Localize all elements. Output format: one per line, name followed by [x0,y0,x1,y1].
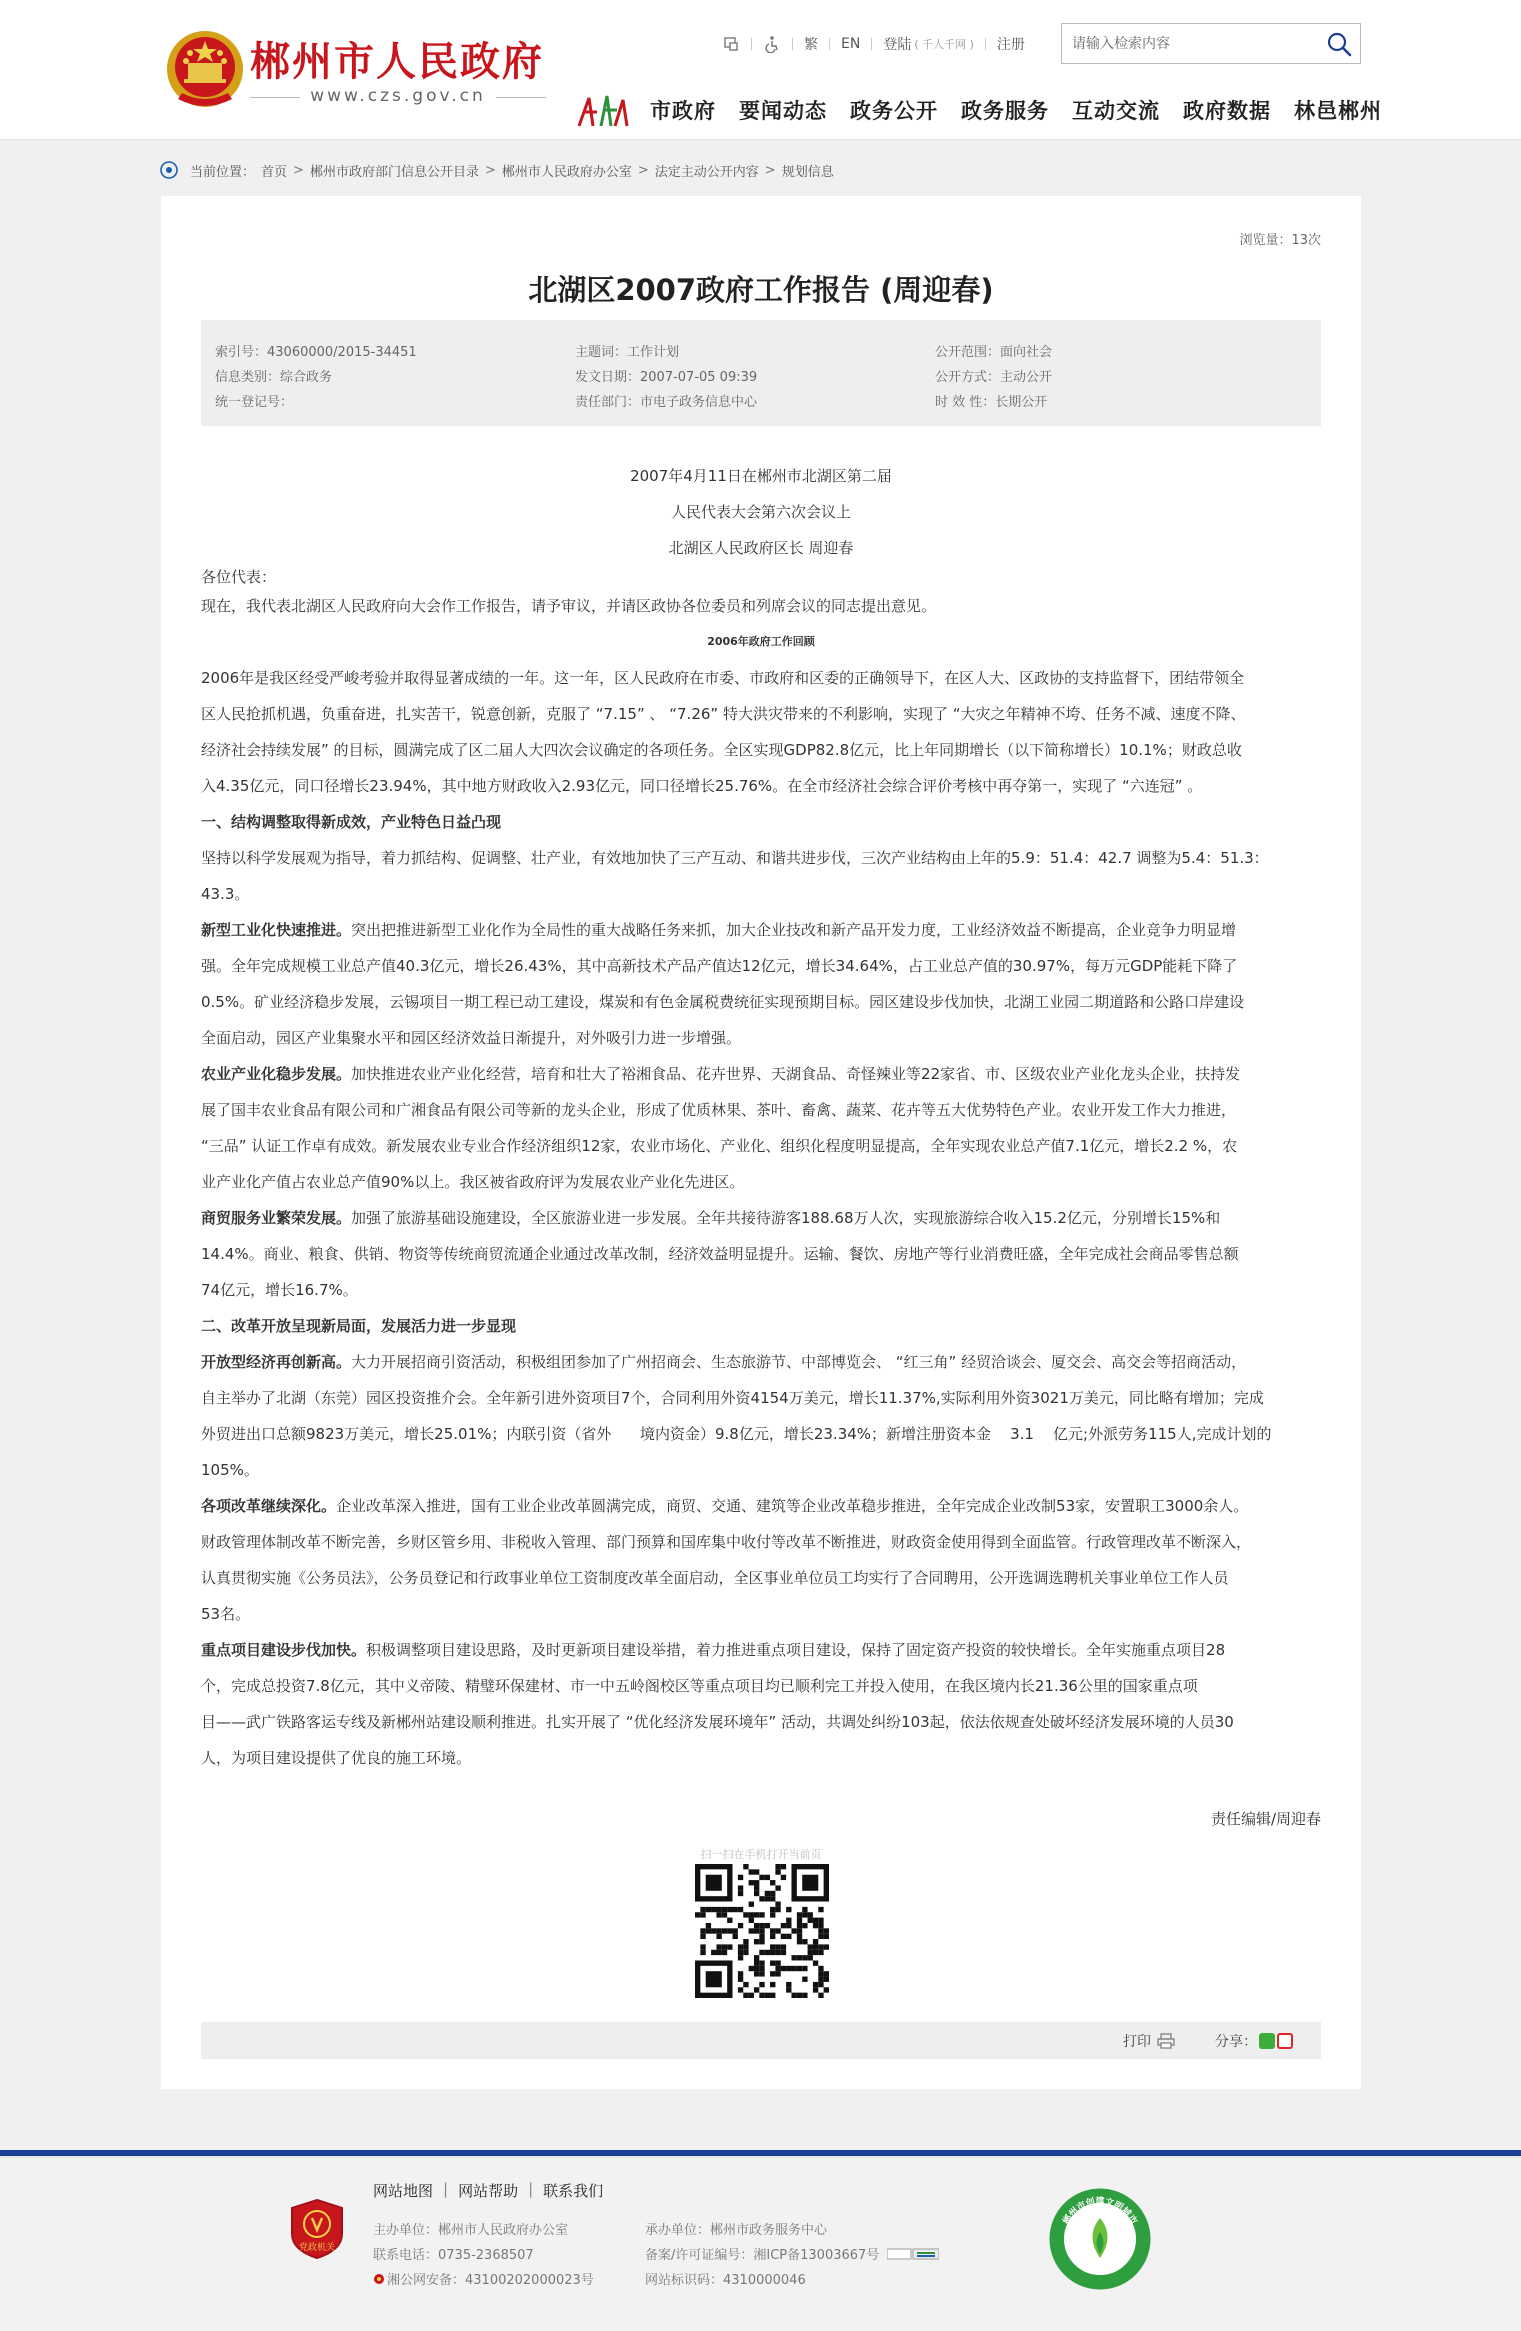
paragraph-line: 业产业化产值占农业总产值90%以上。我区被省政府评为发展农业产业化先进区。 [201,1173,745,1191]
paragraph-line: 入4.35亿元，同口径增长23.94%，其中地方财政收入2.93亿元，同口径增长25.76%。在全市经济社会综合评价考核中再夺第一，实现了 “六连冠” 。 [201,777,1203,795]
paragraph-line [201,1200,1321,1236]
footer-operator: 承办单位：郴州市政务服务中心 [645,2223,828,2238]
paragraph-line: 74亿元，增长16.7%。 [201,1281,358,1299]
paragraph-line: 14.4%。商业、粮食、供销、物资等传统商贸流通企业通过改革改制，经济效益明显提升。运输、餐饮、房地产等行业消费旺盛，全年完成社会商品零售总额 [201,1245,1239,1263]
search-icon[interactable] [1326,31,1352,57]
paragraph-line [201,912,1321,948]
weibo-icon[interactable] [1277,2033,1293,2049]
heading-structure: 一、结构调整取得新成效，产业特色日益凸现 [201,813,502,831]
svg-text:党政机关: 党政机关 [298,2243,336,2253]
meta-date: 发文日期：2007-07-05 09:39 [575,370,758,385]
national-emblem-icon[interactable] [160,27,250,113]
paragraph-line: 2006年是我区经受严峻考验并取得显著成绩的一年。这一年，区人民政府在市委、市政府和区委的正确领导下，在区人大、区政协的支持监督下，团结带领全 [201,669,1245,687]
print-button[interactable] [1123,2031,1175,2051]
breadcrumb-label: 当前位置： [190,164,256,180]
icp-badge-icon [887,2248,939,2260]
share-label: 分享： [1215,2034,1257,2050]
paragraph-lead: 开放型经济再创新高。 [201,1353,352,1371]
site-url: www.czs.gov.cn [250,86,546,106]
meta-topic: 主题词：工作计划 [575,345,680,360]
meta-mode: 公开方式：主动公开 [935,370,1053,385]
paragraph-line: 财政管理体制改革不断完善，乡财区管乡用、非税收入管理、部门预算和国库集中收付等改革不断推进，财政资金使用得到全面监管。行政管理改革不断深入， [201,1533,1252,1551]
intro-line: 2007年4月11日在郴州市北湖区第二届 [630,467,892,485]
nav-item-disclosure[interactable]: 政务公开 [850,99,938,123]
share-area [1215,2031,1293,2051]
breadcrumb-office[interactable]: 郴州市人民政府办公室 [501,164,632,180]
wechat-icon[interactable] [1259,2033,1275,2049]
breadcrumb-statutory[interactable]: 法定主动公开内容 [654,164,759,180]
login-link[interactable]: 登陆 [883,37,912,53]
search-box [1061,23,1361,64]
paragraph-line: 53名。 [201,1605,251,1623]
paragraph-text: 加强了旅游基础设施建设，全区旅游业进一步发展。全年共接待游客188.68万人次，实现旅游综合收入15.2亿元，分别增长15%和 [351,1209,1221,1227]
location-icon [160,161,178,179]
login-note: ( 千人千网 ) [914,38,974,51]
party-government-badge-icon[interactable] [290,2198,344,2260]
register-link[interactable]: 注册 [996,37,1025,53]
section-heading: 2006年政府工作回顾 [707,635,815,648]
paragraph-text: 大力开展招商引资活动，积极组团参加了广州招商会、生态旅游节、中部博览会、 “红三角” 经贸洽谈会、厦交会、高交会等招商活动， [351,1353,1247,1371]
nav-item-interaction[interactable]: 互动交流 [1072,99,1160,123]
meta-scope: 公开范围：面向社会 [935,345,1053,360]
english-link[interactable]: EN [841,36,861,52]
paragraph-line: 经济社会持续发展” 的目标，圆满完成了区二届人大四次会议确定的各项任务。全区实现GDP82.8亿元，比上年同期增长（以下简称增长）10.1%；财政总收 [201,741,1242,759]
main-nav [650,95,1382,125]
meta-validity: 时 效 性：长期公开 [935,395,1048,410]
footer-site-id: 网站标识码：4310000046 [645,2273,806,2288]
police-record-text: 湘公网安备：43100202000023号 [387,2273,594,2288]
paragraph-lead: 农业产业化稳步发展。 [201,1065,352,1083]
paragraph-line: 区人民抢抓机遇，负重奋进，扎实苦干，锐意创新，克服了 “7.15” 、 “7.26” 特大洪灾带来的不利影响，实现了 “大灾之年精神不垮、任务不减、速度不降、 [201,705,1246,723]
article-panel [161,196,1361,2089]
barrier-free-icon[interactable] [722,35,740,53]
breadcrumb-home[interactable]: 首页 [261,164,288,180]
nav-item-data[interactable]: 政府数据 [1183,99,1271,123]
search-input[interactable] [1072,33,1312,55]
view-count: 浏览量：13次 [1239,233,1321,248]
paragraph-line: 外贸进出口总额9823万美元，增长25.01%；内联引资（省外 境内资金）9.8亿元，增长23.34%；新增注册资本金 3.1 亿元;外派劳务115人,完成计划的 [201,1425,1272,1443]
paragraph-line: “三品” 认证工作卓有成效。新发展农业专业合作经济组织12家，农业市场化、产业化、组织化程度明显提高，全年实现农业总产值7.1亿元，增长2.2 %，农 [201,1137,1238,1155]
accessibility-icon[interactable] [763,35,781,53]
paragraph-line: 坚持以科学发展观为指导，着力抓结构、促调整、壮产业，有效地加快了三产互动、和谐共进步伐，三次产业结构由上年的5.9：51.4：42.7 调整为5.4：51.3： [201,849,1269,867]
breadcrumb-separator: > [637,162,649,178]
meta-dept: 责任部门：市电子政务信息中心 [575,395,758,410]
article-meta [201,320,1321,426]
paragraph-line: 0.5%。矿业经济稳步发展，云锡项目一期工程已动工建设，煤炭和有色金属税费统征实现预期目标。园区建设步伐加快，北湖工业园二期道路和公路口岸建设 [201,993,1245,1011]
breadcrumb-directory[interactable]: 郴州市政府部门信息公开目录 [309,164,479,180]
footer-link-contact[interactable]: 联系我们 [543,2182,604,2200]
paragraph-line: 目——武广铁路客运专线及新郴州站建设顺利推进。扎实开展了 “优化经济发展环境年” 活动，共调处纠纷103起，依法依规查处破坏经济发展环境的人员30 [201,1713,1234,1731]
svg-text:郴州市创建文明城市: 郴州市创建文明城市 [1061,2197,1139,2227]
breadcrumb-separator: > [293,162,304,178]
paragraph-text: 突出把推进新型工业化作为全局性的重大战略任务来抓，加大企业技改和新产品开发力度，工业经济效益不断提高，企业竞争力明显增 [351,921,1237,939]
breadcrumb-planning[interactable]: 规划信息 [781,164,834,180]
paragraph-lead: 重点项目建设步伐加快。 [201,1641,367,1659]
paragraph-text: 加快推进农业产业化经营，培育和壮大了裕湘食品、花卉世界、天湖食品、奇怪辣业等22家省、市、区级农业产业化龙头企业，扶持发 [351,1065,1241,1083]
article-title: 北湖区2007政府工作报告 (周迎春) [528,273,994,307]
paragraph-line: 人，为项目建设提供了优良的施工环境。 [201,1749,472,1767]
paragraph-text: 积极调整项目建设思路，及时更新项目建设举措，着力推进重点项目建设，保持了固定资产投资的较快增长。全年实施重点项目28 [366,1641,1226,1659]
breadcrumb-separator: > [484,162,496,178]
article-body [201,458,1321,1776]
lin-decoration-icon [575,90,631,130]
paragraph-line: 全面启动，园区产业集聚水平和园区经济效益日渐提升，对外吸引力进一步增强。 [201,1029,742,1047]
paragraph-line: 展了国丰农业食品有限公司和广湘食品有限公司等新的龙头企业，形成了优质林果、茶叶、畜禽、蔬菜、花卉等五大优势特色产业。农业开发工作大力推进， [201,1101,1237,1119]
paragraph-line: 强。全年完成规模工业总产值40.3亿元，增长26.43%，其中高新技术产品产值达12亿元，增长34.64%，占工业总产值的30.97%，每万元GDP能耗下降了 [201,957,1238,975]
responsible-editor: 责任编辑/周迎春 [1210,1810,1321,1828]
article-toolbar [201,2022,1321,2059]
nav-item-services[interactable]: 政务服务 [961,99,1049,123]
traditional-chinese-link[interactable]: 繁 [804,37,818,53]
footer-link-separator: | [443,2180,449,2198]
civilized-city-badge-icon[interactable] [1049,2188,1151,2290]
paragraph-line [201,1488,1321,1524]
intro-line: 人民代表大会第六次会议上 [670,503,851,521]
paragraph-line: 认真贯彻实施《公务员法》，公务员登记和行政事业单位工资制度改革全面启动，全区事业单位员工均实行了合同聘用，公开选调选聘机关事业单位工作人员 [201,1569,1229,1587]
footer-link-sitemap[interactable]: 网站地图 [373,2182,434,2200]
greeting: 各位代表： [201,568,277,586]
paragraph-line [201,1056,1321,1092]
nav-item-news[interactable]: 要闻动态 [739,99,827,123]
footer-phone: 联系电话：0735-2368507 [373,2248,534,2263]
qr-caption: 扫一扫在手机打开当前页 [700,1848,822,1861]
icp-text: 备案/许可证编号：湘ICP备13003667号 [645,2248,880,2263]
footer-police-record[interactable] [373,2269,594,2288]
paragraph-lead: 各项改革继续深化。 [201,1497,337,1515]
police-badge-icon [373,2273,385,2285]
footer-icp[interactable] [645,2244,939,2263]
intro-line: 北湖区人民政府区长 周迎春 [668,539,854,557]
paragraph-line: 43.3。 [201,885,250,903]
site-header [0,0,1521,140]
heading-reform: 二、改革开放呈现新局面，发展活力进一步显现 [201,1317,517,1335]
footer-links [373,2180,603,2201]
site-footer [0,2158,1521,2331]
printer-icon [1157,2033,1175,2049]
nav-item-city-government[interactable]: 市政府 [650,99,716,123]
breadcrumb [160,158,834,182]
footer-link-separator: | [528,2180,534,2198]
paragraph-lead: 新型工业化快速推进。 [201,921,352,939]
paragraph-line: 自主举办了北湖（东莞）园区投资推介会。全年新引进外资项目7个，合同利用外资4154万美元，增长11.37%,实际利用外资3021万美元，同比略有增加；完成 [201,1389,1264,1407]
nav-item-linyi-chenzhou[interactable]: 林邑郴州 [1294,99,1382,123]
footer-sponsor: 主办单位：郴州市人民政府办公室 [373,2223,569,2238]
meta-reg-no: 统一登记号： [215,395,294,410]
paragraph-text: 企业改革深入推进，国有工业企业改革圆满完成，商贸、交通、建筑等企业改革稳步推进，全年完成企业改制53家，安置职工3000余人。 [336,1497,1249,1515]
paragraph-line: 个，完成总投资7.8亿元，其中义帝陵、精璧环保建材、市一中五岭阁校区等重点项目均已顺利完工并投入使用，在我区境内长21.36公里的国家重点项 [201,1677,1198,1695]
paragraph-line [201,1632,1321,1668]
opening-paragraph: 现在，我代表北湖区人民政府向大会作工作报告，请予审议，并请区政协各位委员和列席会议的同志提出意见。 [201,597,937,615]
site-title[interactable]: 郴州市人民政府 [250,39,544,85]
paragraph-line [201,1344,1321,1380]
print-label: 打印 [1123,2034,1151,2050]
footer-link-help[interactable]: 网站帮助 [458,2182,519,2200]
breadcrumb-separator: > [764,162,776,178]
top-links [722,34,1025,54]
qr-code-icon [695,1864,829,1998]
paragraph-lead: 商贸服务业繁荣发展。 [201,1209,352,1227]
paragraph-line: 105%。 [201,1461,259,1479]
meta-index-no: 索引号：43060000/2015-34451 [215,345,417,360]
meta-category: 信息类别：综合政务 [215,370,333,385]
